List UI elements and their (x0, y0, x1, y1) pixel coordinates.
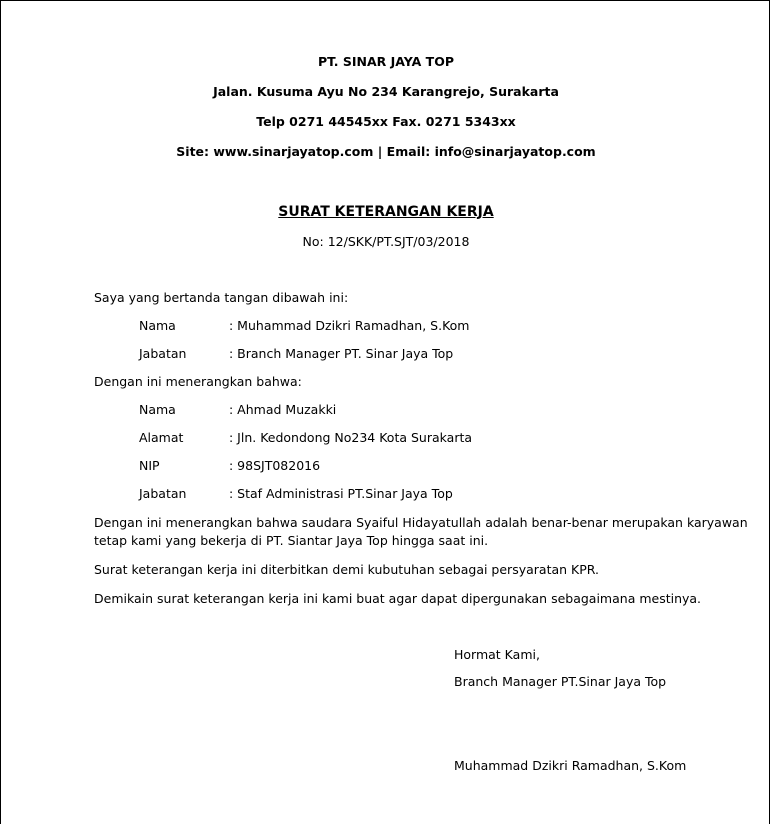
company-name: PT. SINAR JAYA TOP (318, 54, 454, 69)
letter-title: SURAT KETERANGAN KERJA (278, 204, 494, 220)
signer-name-label: Nama (139, 318, 176, 333)
company-phone: Telp 0271 44545xx Fax. 0271 5343xx (256, 114, 516, 129)
employee-position-label: Jabatan (139, 486, 187, 501)
company-site-email: Site: www.sinarjayatop.com | Email: info@sinarjayatop.com (176, 144, 596, 159)
closing-position: Branch Manager PT.Sinar Jaya Top (454, 674, 667, 689)
employee-name-label: Nama (139, 402, 176, 417)
paragraph-1-line-1: Dengan ini menerangkan bahwa saudara Syaiful Hidayatullah adalah benar-benar merupakan karyawan (94, 515, 748, 530)
employee-position-value: : Staf Administrasi PT.Sinar Jaya Top (229, 486, 453, 501)
letter-number: No: 12/SKK/PT.SJT/03/2018 (302, 234, 470, 249)
signer-name-value: : Muhammad Dzikri Ramadhan, S.Kom (229, 318, 470, 333)
paragraph-2: Surat keterangan kerja ini diterbitkan demi kubutuhan sebagai persyaratan KPR. (94, 562, 599, 577)
closing-greeting: Hormat Kami, (454, 647, 540, 662)
company-address: Jalan. Kusuma Ayu No 234 Karangrejo, Surakarta (213, 84, 559, 99)
employee-nip-label: NIP (139, 458, 160, 473)
intro-text: Saya yang bertanda tangan dibawah ini: (94, 290, 349, 305)
employee-name-value: : Ahmad Muzakki (229, 402, 337, 417)
signer-position-label: Jabatan (139, 346, 187, 361)
paragraph-1-line-2: tetap kami yang bekerja di PT. Siantar Jaya Top hingga saat ini. (94, 533, 489, 548)
statement-text: Dengan ini menerangkan bahwa: (94, 374, 302, 389)
paragraph-3: Demikain surat keterangan kerja ini kami buat agar dapat dipergunakan sebagaimana mestinya. (94, 591, 702, 606)
employee-address-value: : Jln. Kedondong No234 Kota Surakarta (229, 430, 473, 445)
employee-nip-value: : 98SJT082016 (229, 458, 321, 473)
signer-name: Muhammad Dzikri Ramadhan, S.Kom (454, 758, 687, 773)
employee-address-label: Alamat (139, 430, 184, 445)
signer-position-value: : Branch Manager PT. Sinar Jaya Top (229, 346, 454, 361)
